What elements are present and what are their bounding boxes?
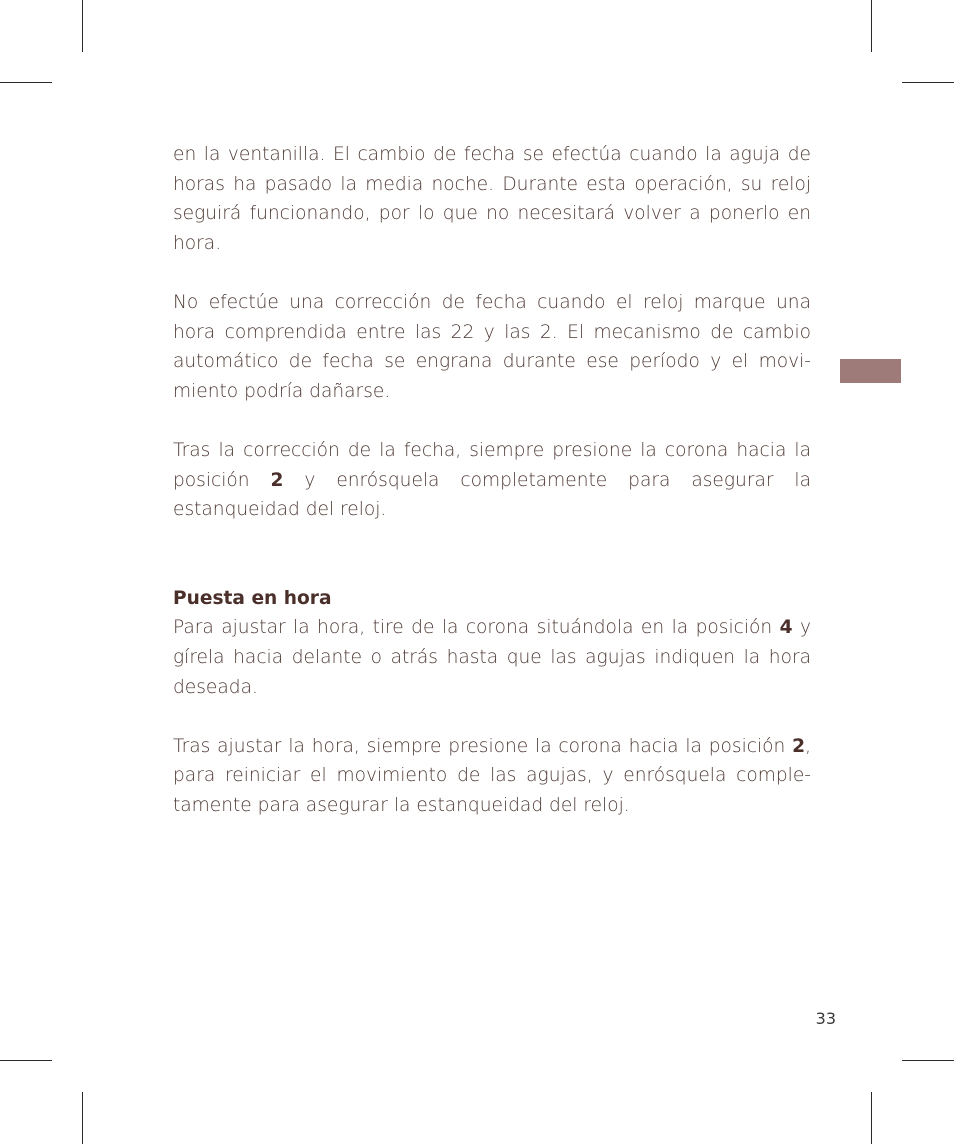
text-run: , para reiniciar el movimiento de las agujas, y enrósquela comple-tamente para asegurar la estanqueidad del reloj. bbox=[173, 735, 811, 816]
crop-mark-top-left-vertical bbox=[82, 0, 83, 52]
text-run: Tras la corrección de la fecha, siempre presione la corona hacia la posición bbox=[173, 439, 811, 491]
text-run: Tras ajustar la hora, siempre presione la corona hacia la posición bbox=[173, 735, 793, 757]
crop-mark-bottom-left-vertical bbox=[82, 1092, 83, 1144]
section-heading: Puesta en hora bbox=[173, 587, 332, 609]
page-number: 33 bbox=[815, 1009, 836, 1028]
paragraph-date-change: en la ventanilla. El cambio de fecha se efectúa cuando la aguja de horas ha pasado la media noche. Durante esta operación, su reloj seguirá funcionando, por lo que no necesitará volver a ponerlo en hora. bbox=[173, 144, 811, 254]
paragraph-time-crown bbox=[173, 732, 811, 821]
position-number: 2 bbox=[270, 469, 284, 491]
section-tab-marker bbox=[840, 359, 901, 383]
crop-mark-top-right-horizontal bbox=[902, 82, 954, 83]
text-run: Para ajustar la hora, tire de la corona situándola en la posición bbox=[173, 617, 780, 639]
page-content bbox=[173, 140, 811, 820]
crop-mark-top-right-vertical bbox=[871, 0, 872, 52]
position-number: 2 bbox=[792, 735, 806, 757]
section-setting-time bbox=[173, 584, 811, 821]
paragraph-set-time bbox=[173, 613, 811, 702]
crop-mark-bottom-left-horizontal bbox=[0, 1060, 52, 1061]
crop-mark-top-left-horizontal bbox=[0, 82, 52, 83]
crop-mark-bottom-right-horizontal bbox=[902, 1060, 954, 1061]
paragraph-date-warning: No efectúe una corrección de fecha cuando el reloj marque una hora comprendida entre las 22 y las 2. El mecanismo de cambio automático de fecha se engrana durante ese período y el movi-miento podría dañarse. bbox=[173, 291, 811, 402]
crop-mark-bottom-right-vertical bbox=[871, 1092, 872, 1144]
text-run: y enrósquela completamente para asegurar la estanqueidad del reloj. bbox=[173, 469, 811, 521]
paragraph-date-crown bbox=[173, 436, 811, 525]
position-number: 4 bbox=[779, 617, 793, 639]
text-run: y gírela hacia delante o atrás hasta que las agujas indiquen la hora deseada. bbox=[173, 617, 811, 698]
